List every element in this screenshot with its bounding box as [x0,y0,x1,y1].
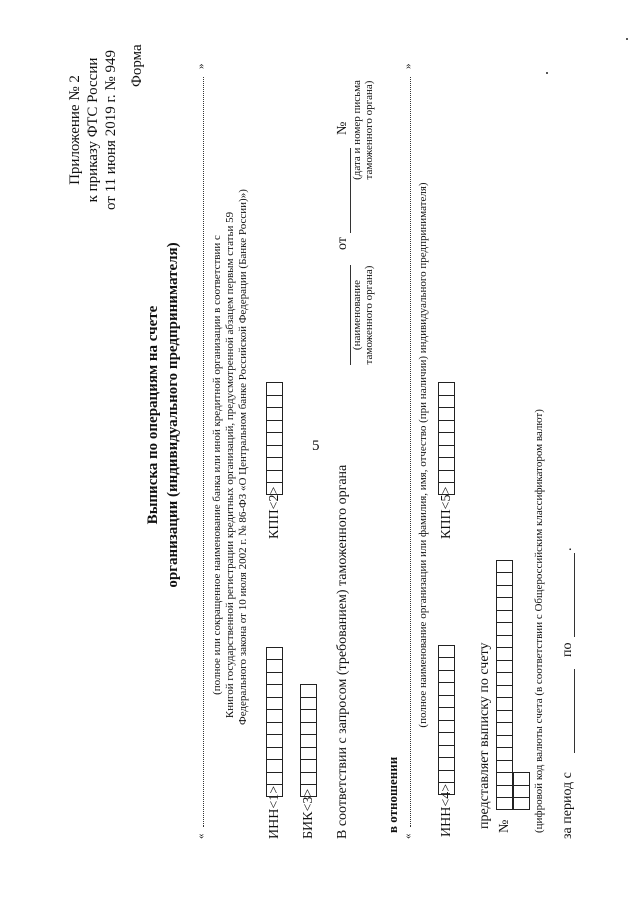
account-number-boxes[interactable] [496,560,513,810]
relation-label: в отношении [385,756,400,833]
currency-code-boxes[interactable] [513,773,530,811]
authority-caption-line-1: (наименование [351,279,363,351]
page-number: 5 [312,438,320,454]
form-label: Форма [129,44,145,87]
date-caption-line-2: таможенного органа) [363,80,375,180]
bank-caption-line-2: Книгой государственной регистрации кредитных организаций, предусмотренной абзацем первым статьи 59 [224,211,236,719]
document-title-line-1: Выписка по операциям на счете [145,305,161,525]
org-kpp-boxes[interactable] [438,383,455,496]
org-caption: (полное наименование организации или фамилия, имя, отчество (при наличии) индивидуального предпринимателя) [417,182,429,728]
authority-caption-line-2: таможенного органа) [363,265,375,365]
period-to-line[interactable] [574,553,575,637]
period-end-mark: . [560,547,575,551]
document-title-line-2: организации (индивидуального предпринимателя) [165,242,181,588]
org-inn-boxes[interactable] [438,645,455,795]
bank-kpp-boxes[interactable] [266,383,283,496]
appendix-line-2: к приказу ФТС России [85,57,101,203]
appendix-line-1: Приложение № 2 [67,75,83,185]
bank-caption-line-3: Федерального закона от 10 июля 2002 г. № 86-ФЗ «О Центральном банке Российской Федерации (Банке России)») [237,189,249,725]
org-kpp-label: КПП<5> [439,486,454,539]
bank-name-line [203,77,204,827]
date-caption-line-1: (дата и номер письма [351,80,363,180]
bank-bik-label: БИК<3> [301,788,316,839]
bank-caption-line-1: (полное или сокращенное наименование банка или иной кредитной организации в соответствии с [211,235,223,695]
bank-kpp-label: КПП<2> [267,486,282,539]
account-number-sign: № [497,819,512,833]
bank-inn-label: ИНН<1> [267,785,282,839]
bank-quote-close: » [195,63,207,69]
currency-caption: (цифровой код валюты счета (в соответствии с Общероссийским классификатором валют) [533,409,545,833]
request-text: В соответствии с запросом (требованием) таможенного органа [335,464,350,839]
bank-bik-boxes[interactable] [300,685,317,798]
request-number-sign: № [335,121,350,135]
org-quote-open: « [402,833,414,839]
org-inn-label: ИНН<4> [439,783,454,837]
statement-text: представляет выписку по счету [477,642,492,829]
org-quote-close: » [402,63,414,69]
period-from-label: за период с [560,772,575,839]
appendix-line-3: от 11 июня 2019 г. № 949 [103,50,119,210]
request-ot-label: от [335,237,350,250]
org-name-line[interactable] [410,77,411,827]
period-to-label: по [560,642,575,657]
bank-inn-boxes[interactable] [266,647,283,797]
period-from-line[interactable] [574,669,575,753]
bank-quote-open: « [195,833,207,839]
